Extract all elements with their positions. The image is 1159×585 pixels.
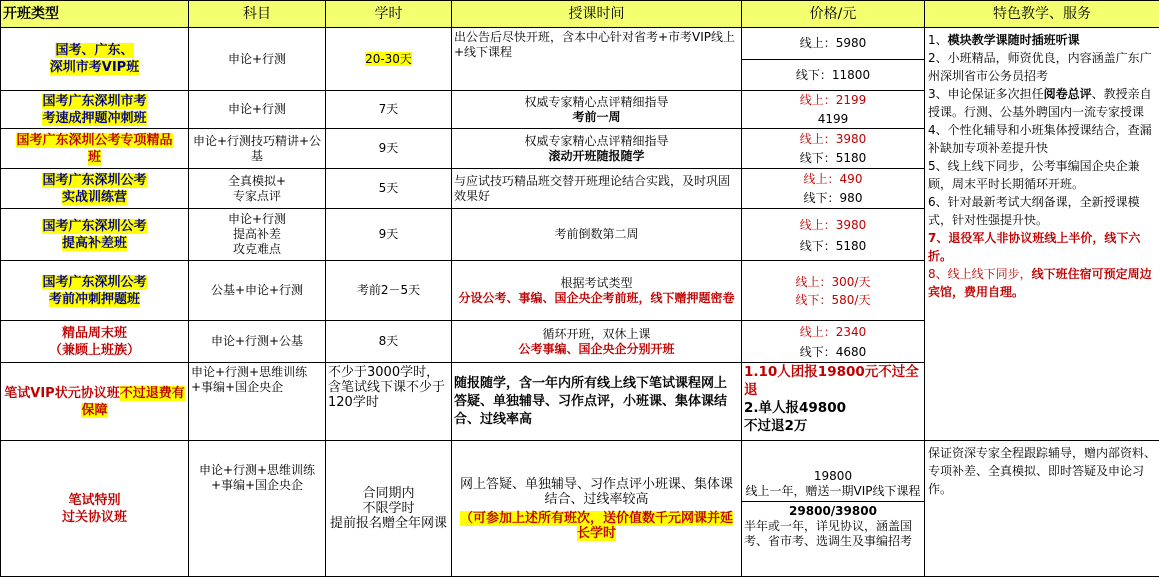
hours-cell: 7天 (326, 91, 452, 129)
feature-item: 8、线上线下同步，线下班住宿可预定周边宾馆，费用自理。 (928, 267, 1152, 299)
hours-cell: 8天 (326, 321, 452, 363)
subject-cell: 申论+行测+思维训练+事编+国企央企 (189, 363, 326, 441)
features-cell (925, 28, 1159, 441)
price-cell (742, 28, 925, 91)
class-name-cell: 笔试特别 过关协议班 (1, 441, 189, 577)
class-name-cell: 国考广东深圳市考 考速成押题冲刺班 (1, 91, 189, 129)
header-price: 价格/元 (742, 1, 925, 28)
subject-cell: 全真模拟+ 专家点评 (189, 169, 326, 209)
table-row (1, 441, 1159, 577)
price-option-b: 29800/39800 半年或一年，详见协议，涵盖国考、省市考、选调生及事编招考 (744, 503, 913, 548)
time-cell: 网上答疑、单独辅导、习作点评小班课、集体课结合、过线率较高 （可参加上述所有班次，送价值数千元网课并延长学时 (452, 441, 742, 577)
price-cell (742, 441, 925, 577)
header-time: 授课时间 (452, 1, 742, 28)
price-offline: 线下：5180 (799, 151, 867, 165)
feature-item: 3、申论保证多次担任阅卷总评、教授亲自授课。行测、公基外聘国内一流专家授课 (928, 87, 1152, 119)
price-online: 线上：300/天 (795, 274, 871, 289)
subject-cell: 申论+行测+公基 (189, 321, 326, 363)
time-cell: 随报随学，含一年内所有线上线下笔试课程网上答疑、单独辅导、习作点评，小班课、集体课结合、过线率高 (452, 363, 742, 441)
hours-cell: 9天 (326, 129, 452, 169)
feature-item: 5、线上线下同步，公考事编国企央企兼顾，周末平时长期循环开班。 (928, 159, 1140, 191)
price-cell (742, 91, 925, 129)
subject-cell: 申论+行测 (189, 28, 326, 91)
price-offline: 4199 (817, 112, 849, 126)
time-cell: 考前倒数第二周 (452, 209, 742, 261)
price-cell (742, 321, 925, 363)
class-name-line: 深圳市考VIP班 (49, 60, 140, 75)
price-cell (742, 209, 925, 261)
time-cell: 循环开班，双休上课 公考事编、国企央企分别开班 (452, 321, 742, 363)
hours-cell (326, 28, 452, 91)
class-name-line: 国考、广东、 (55, 43, 134, 58)
hours-cell: 合同期内 不限学时 提前报名赠全年网课 (326, 441, 452, 577)
class-name-cell: 精品周末班 （兼顾上班族） (1, 321, 189, 363)
price-offline: 线下：5180 (799, 238, 867, 253)
price-cell (742, 129, 925, 169)
features-cell-2: 保证资深专家全程跟踪辅导，赠内部资料、专项补差、全真模拟、即时答疑及申论习作。 (925, 441, 1159, 577)
class-name-cell: 笔试VIP状元协议班不过退费有保障 (1, 363, 189, 441)
subject-cell: 申论+行测技巧精讲+公基 (189, 129, 326, 169)
header-hours: 学时 (326, 1, 452, 28)
price-cell (742, 169, 925, 209)
table-header-row (1, 1, 1159, 28)
price-online: 线上：2199 (799, 93, 867, 107)
feature-item: 7、退役军人非协议班线上半价，线下六折。 (928, 231, 1141, 263)
class-name-cell: 国考广东深圳公考专项精品 班 (1, 129, 189, 169)
time-cell: 与应试技巧精品班交替开班理论结合实践，及时巩固效果好 (452, 169, 742, 209)
hours-cell: 不少于3000学时，含笔试线下课不少于120学时 (326, 363, 452, 441)
header-class-type: 开班类型 (1, 1, 189, 28)
subject-cell: 申论+行测 (189, 91, 326, 129)
price-cell (742, 261, 925, 321)
price-online: 线上：490 (803, 172, 863, 186)
price-offline: 线下：4680 (799, 344, 867, 359)
time-cell: 权威专家精心点评精细指导 考前一周 (452, 91, 742, 129)
time-cell: 权威专家精心点评精细指导 滚动开班随报随学 (452, 129, 742, 169)
price-offline: 线下：980 (803, 191, 863, 205)
hours-value: 20-30天 (365, 51, 412, 66)
table-row (1, 28, 1159, 91)
class-name-cell: 国考广东深圳公考 考前冲刺押题班 (1, 261, 189, 321)
hours-cell: 考前2－5天 (326, 261, 452, 321)
price-cell: 1.10人团报19800元不过全退 2.单人报49800 不过退2万 (742, 363, 925, 441)
header-features: 特色教学、服务 (925, 1, 1159, 28)
feature-item: 6、针对最新考试大纲备课，全新授课模式，针对性强提升快。 (928, 195, 1140, 227)
class-name-cell: 国考广东深圳公考 实战训练营 (1, 169, 189, 209)
subject-cell: 申论+行测+思维训练+事编+国企央企 (189, 441, 326, 577)
feature-item: 4、个性化辅导和小班集体授课结合，查漏补缺加专项补差提升快 (928, 123, 1152, 155)
price-offline: 线下：580/天 (795, 292, 871, 307)
hours-cell: 5天 (326, 169, 452, 209)
header-subject: 科目 (189, 1, 326, 28)
price-online: 线上：2340 (799, 324, 867, 339)
price-online: 线上：3980 (799, 132, 867, 146)
subject-cell: 申论+行测 提高补差 攻克难点 (189, 209, 326, 261)
price-option-a: 19800 线上一年，赠送一期VIP线下课程 (742, 467, 924, 502)
time-cell: 出公告后尽快开班，含本中心针对省考+市考VIP线上+线下课程 (452, 28, 742, 91)
feature-item: 2、小班精品，师资优良，内容涵盖广东广州深圳省市公务员招考 (928, 51, 1152, 83)
hours-cell: 9天 (326, 209, 452, 261)
class-name-cell (1, 28, 189, 91)
feature-item: 1、模块教学课随时插班听课 (928, 33, 1080, 47)
time-cell: 根据考试类型 分设公考、事编、国企央企考前班，线下赠押题密卷 (452, 261, 742, 321)
subject-cell: 公基+申论+行测 (189, 261, 326, 321)
class-name-cell: 国考广东深圳公考 提高补差班 (1, 209, 189, 261)
price-online: 线上：5980 (742, 28, 924, 60)
price-offline: 线下：11800 (795, 68, 871, 82)
price-online: 线上：3980 (799, 217, 867, 232)
